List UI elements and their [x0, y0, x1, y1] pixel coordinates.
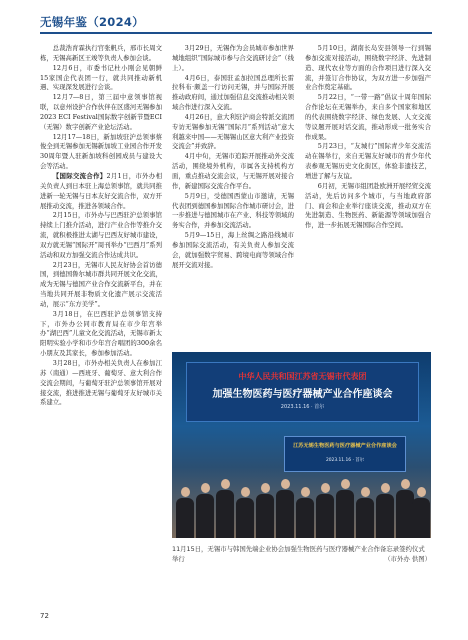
person-head [201, 483, 210, 493]
caption-text: 11月15日，无锡市与韩国先端企业协会加强生物医药与医疗器械产业合作备忘录签约仪式举行 [172, 545, 425, 563]
paragraph [305, 182, 431, 231]
person-silhouette [412, 498, 430, 538]
paragraph [305, 142, 431, 181]
paragraph [40, 310, 162, 359]
person-head [417, 487, 426, 497]
paragraph [40, 133, 162, 172]
sign-subtitle: 2023.11.16 · 首尔 [325, 458, 365, 463]
page-number: 72 [40, 612, 49, 620]
paragraph-text: 3月18日，在巴西驻沪总领事馆支持下，市外办公同市教育局在市少年宫举办“湖巴西”儿童文化交流活动，无锡市新太阳明实验小学和市少年宫合唱团的300余名小朋友及其家长，参加参加活动。 [40, 309, 162, 358]
paragraph [40, 172, 162, 211]
paragraph-text: 2月15日，市外办与巴西驻沪总领事馆持续上门推介活动，进行产业合作等推介交流，就积极推进太湖与巴西友好城市建设，双方就无锡“国际开”周刊举办“巴西月”系列活动和双方加强交流合作达成共识。 [40, 211, 162, 259]
paragraph [172, 152, 294, 191]
paragraph-text: 6月初，无锡市组团赴欧洲开展经贸交流活动，先后访问多个城市，与当地政府部门、商会和企业举行座谈交流，推动双方在先进制造、生物医药、新能源等领域加强合作，进一步拓展无锡国际合作空间。 [305, 181, 431, 230]
person-silhouette [296, 498, 314, 538]
person-head [361, 487, 370, 497]
person-head [221, 479, 230, 489]
paragraph-text: 5月23日，“友城行”国际青少年交流活动在锡举行，来自无锡友好城市的青少年代表参观无锡历史文化街区，体验非遗技艺，增进了解与友谊。 [305, 142, 431, 180]
paragraph [305, 93, 431, 142]
photo-caption [172, 545, 431, 564]
section-heading: 【国际交流合作】 [52, 171, 107, 180]
person-silhouette [376, 494, 394, 538]
paragraph [172, 192, 294, 231]
paragraph-text: 5月22日，“一带一路”倡议十周年国际合作论坛在无锡举办，来自多个国家和地区的代表围绕数字经济、绿色发展、人文交流等议题开展对话交流，推动形成一批务实合作成果。 [305, 93, 431, 141]
paragraph-text: 12月6日，市委书记杜小刚会见朝鲜15家国企代表团一行，就共同推动新机遇、实现深发展进行会谈。 [40, 63, 162, 92]
person-head [341, 479, 350, 489]
paragraph [40, 359, 162, 408]
person-silhouette [196, 494, 214, 538]
person-silhouette [176, 498, 194, 538]
paragraph [172, 231, 294, 270]
person-silhouette [256, 494, 274, 538]
person-head [281, 479, 290, 489]
paragraph [40, 44, 162, 64]
paragraph-text: 12月17—18日，新加坡驻沪总领事蔡俊全到无锡参加无锡新加坡工业园合作开发30周年暨人驻新加坡科创园成员与建设大会等活动。 [40, 132, 162, 171]
paragraph-text: 5月9日，受德国西蒙山市邀请，无锡代表团到德国参加国际合作城市研讨会，进一步推进与德国城市在产业、科技等领域的务实合作，并参加交流活动。 [172, 191, 294, 230]
paragraph [172, 113, 294, 152]
paragraph [305, 44, 431, 93]
paragraph [40, 211, 162, 260]
person-silhouette [336, 490, 354, 538]
banner-line-3: 2023.11.16 · 首尔 [280, 404, 325, 410]
group-of-people [172, 452, 431, 538]
paragraph-text: 4月26日，意大利驻沪商会特派交流团专访无锡参加无锡“国际月”系列活动“意大利越来中国——无锡锡山区意大利产业投资交流会”并致辞。 [172, 112, 294, 151]
caption-credit: （市外办 供图） [384, 554, 431, 563]
paragraph [40, 64, 162, 94]
person-silhouette [316, 494, 334, 538]
column-1 [40, 44, 162, 606]
paragraph [172, 74, 294, 113]
stage-banner [186, 362, 419, 422]
paragraph-text: 2月1日，市外办相关负责人到日本驻上海总领事馆，就共同推进新一轮无锡与日本友好交流合作，双方开展推动交流，推进各领域合作。 [40, 171, 162, 210]
person-head [241, 487, 250, 497]
person-head [301, 487, 310, 497]
sign-title: 江苏无锡生物医药与医疗器械产业合作座谈会 [293, 443, 397, 449]
yearbook-title: 无锡年鉴（2024） [40, 15, 145, 29]
paragraph-text: 3月29日，无锡作为会员城市参加世界城地组织“国际城市参与合交流研讨会”（线上）。 [172, 44, 294, 72]
banner-line-2: 加强生物医药与医疗器械产业合作座谈会 [212, 389, 393, 400]
paragraph-text: 5月9—15日，海上丝绸之路沿线城市参加国际交流活动，有关负责人参加交流会，就加强数字贸易、跨境电商等领域合作展开交流对接。 [172, 231, 294, 269]
paragraph-text: 总裁浩育霖执行官张帆兵，邢市长周文栋，无锡高新区王竣等负责人参加会谈。 [40, 44, 162, 62]
header-rule [40, 32, 432, 34]
paragraph [40, 261, 162, 310]
person-silhouette [216, 490, 234, 538]
person-head [181, 487, 190, 497]
paragraph-text: 2月23日，无锡市人民友好协会首访德国，到德国鲁尔城市群共同开展文化交流，成为无锡与德国产业合作交流新平台，并在当地共同开展非物质文化遗产展示交流活动，展示“东方美学”。 [40, 260, 162, 308]
column-2 [172, 44, 294, 349]
person-silhouette [356, 498, 374, 538]
person-silhouette [236, 498, 254, 538]
paragraph-text: 3月28日，市外办相关负责人在参加江苏（南通）—西班牙、葡萄牙、意大利合作交流会期间，与葡萄牙驻沪总领事馆开展对接交流，推进推进无锡与葡萄牙友好城市关系建立。 [40, 359, 162, 407]
paragraph-text: 4月6日，泰国驻孟加拉国总理所长雷拉科布·颇盖一行访问无锡，并与国际开展推动政府间，通过加强信息交流推动相关领域合作进行深入交流。 [172, 73, 294, 112]
running-header [40, 14, 432, 36]
person-silhouette [276, 490, 294, 538]
event-photo [172, 352, 431, 538]
paragraph-text: 12月7—8日，第三届中意领事馆视联，以意州设护合作伙伴在区盛河无锡参加2023 ECI Festival国际数字创新节暨ECI（无锡）数字创新产业论坛活动。 [40, 93, 162, 131]
person-head [381, 483, 390, 493]
column-3 [305, 44, 431, 349]
paragraph-text: 4月中旬，无锡市追踪开展推动外交流活动，围绕境外机构，市属各支持机构方面，重点推动交流会议，与无锡开展对接合作，新建国际交流合作平台。 [172, 152, 294, 190]
person-head [261, 483, 270, 493]
paragraph [172, 44, 294, 74]
banner-line-1: 中华人民共和国江苏省无锡市代表团 [238, 372, 367, 381]
paragraph-text: 5月10日，湖南长岛安县领导一行到锡参加交流对接活动，围绕数字经济、先进制造、现代农业等方面的合作项目进行深入交流，并签订合作协议，为双方进一步加强产业合作奠定基础。 [305, 44, 431, 92]
person-head [321, 483, 330, 493]
person-head [401, 479, 410, 489]
paragraph [40, 93, 162, 132]
